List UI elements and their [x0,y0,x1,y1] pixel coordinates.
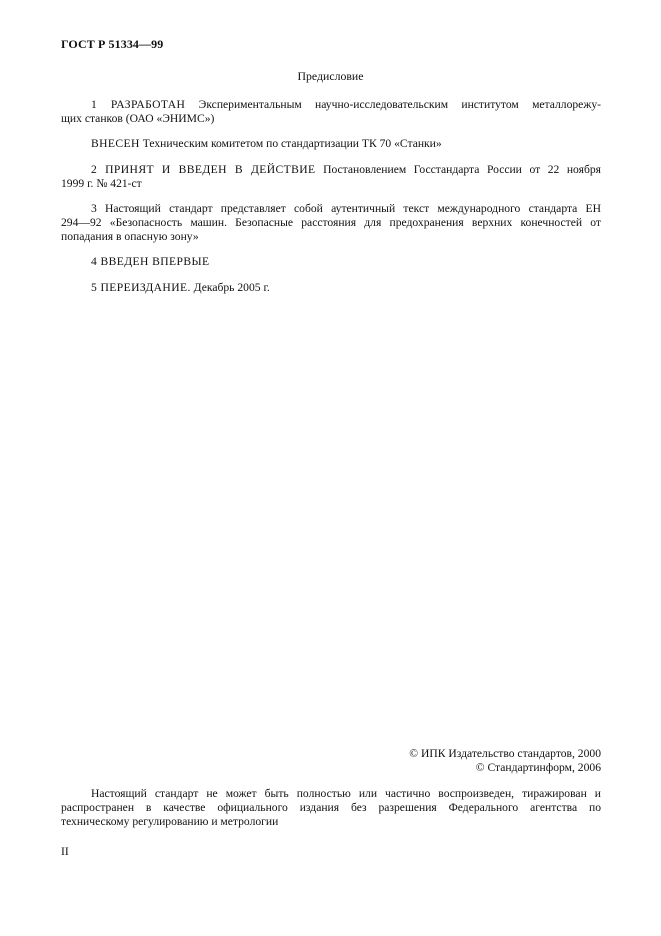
paragraph-line [61,163,601,177]
paragraph-line [61,98,601,112]
caps-lead: 2 ПРИНЯТ И ВВЕДЕН В ДЕЙСТВИЕ [91,163,316,176]
notice-line: распространен в качестве официального издания без разрешения Федерального агентства по [61,801,601,814]
notice-line: техническому регулированию и метрологии [61,815,279,828]
copyright-block [409,747,601,775]
copyright-line: © Стандартинформ, 2006 [475,761,601,774]
caps-lead: 1 РАЗРАБОТАН [91,98,186,111]
paragraph-adopted [61,163,601,191]
page-title: Предисловие [297,69,364,83]
paragraph-authentic-text [61,202,601,244]
paragraph-line: щих станков (ОАО «ЭНИМС») [61,112,215,125]
page-number: II [61,845,69,858]
caps-lead: ВНЕСЕН [91,137,140,150]
paragraph-text: Экспериментальным научно-исследовательским институтом металлорежу- [198,98,601,111]
paragraph-developed-by [61,98,601,126]
paragraph-reissue [61,281,601,295]
paragraph-first-introduced [61,255,601,269]
paragraph-text: Техническим комитетом по стандартизации ТК 70 «Станки» [142,137,442,150]
paragraph-line: 294—92 «Безопасность машин. Безопасные расстояния для предохранения верхних конечностей от [61,216,601,229]
paragraph-line: 3 Настоящий стандарт представляет собой аутентичный текст международного стандарта ЕН [91,202,601,215]
caps-lead: 4 ВВЕДЕН ВПЕРВЫЕ [91,255,210,268]
paragraph-line: попадания в опасную зону» [61,230,199,243]
standard-code-header: ГОСТ Р 51334—99 [61,37,164,51]
paragraph-introduced-by [61,137,601,151]
caps-lead: 5 ПЕРЕИЗДАНИЕ. [91,281,191,294]
reproduction-notice [61,787,601,829]
paragraph-text: Декабрь 2005 г. [193,281,270,294]
paragraph-text: Постановлением Госстандарта России от 22 ноября [323,163,601,176]
paragraph-line: 1999 г. № 421-ст [61,177,142,190]
notice-line: Настоящий стандарт не может быть полностью или частично воспроизведен, тиражирован и [91,787,601,800]
copyright-line: © ИПК Издательство стандартов, 2000 [409,747,601,760]
